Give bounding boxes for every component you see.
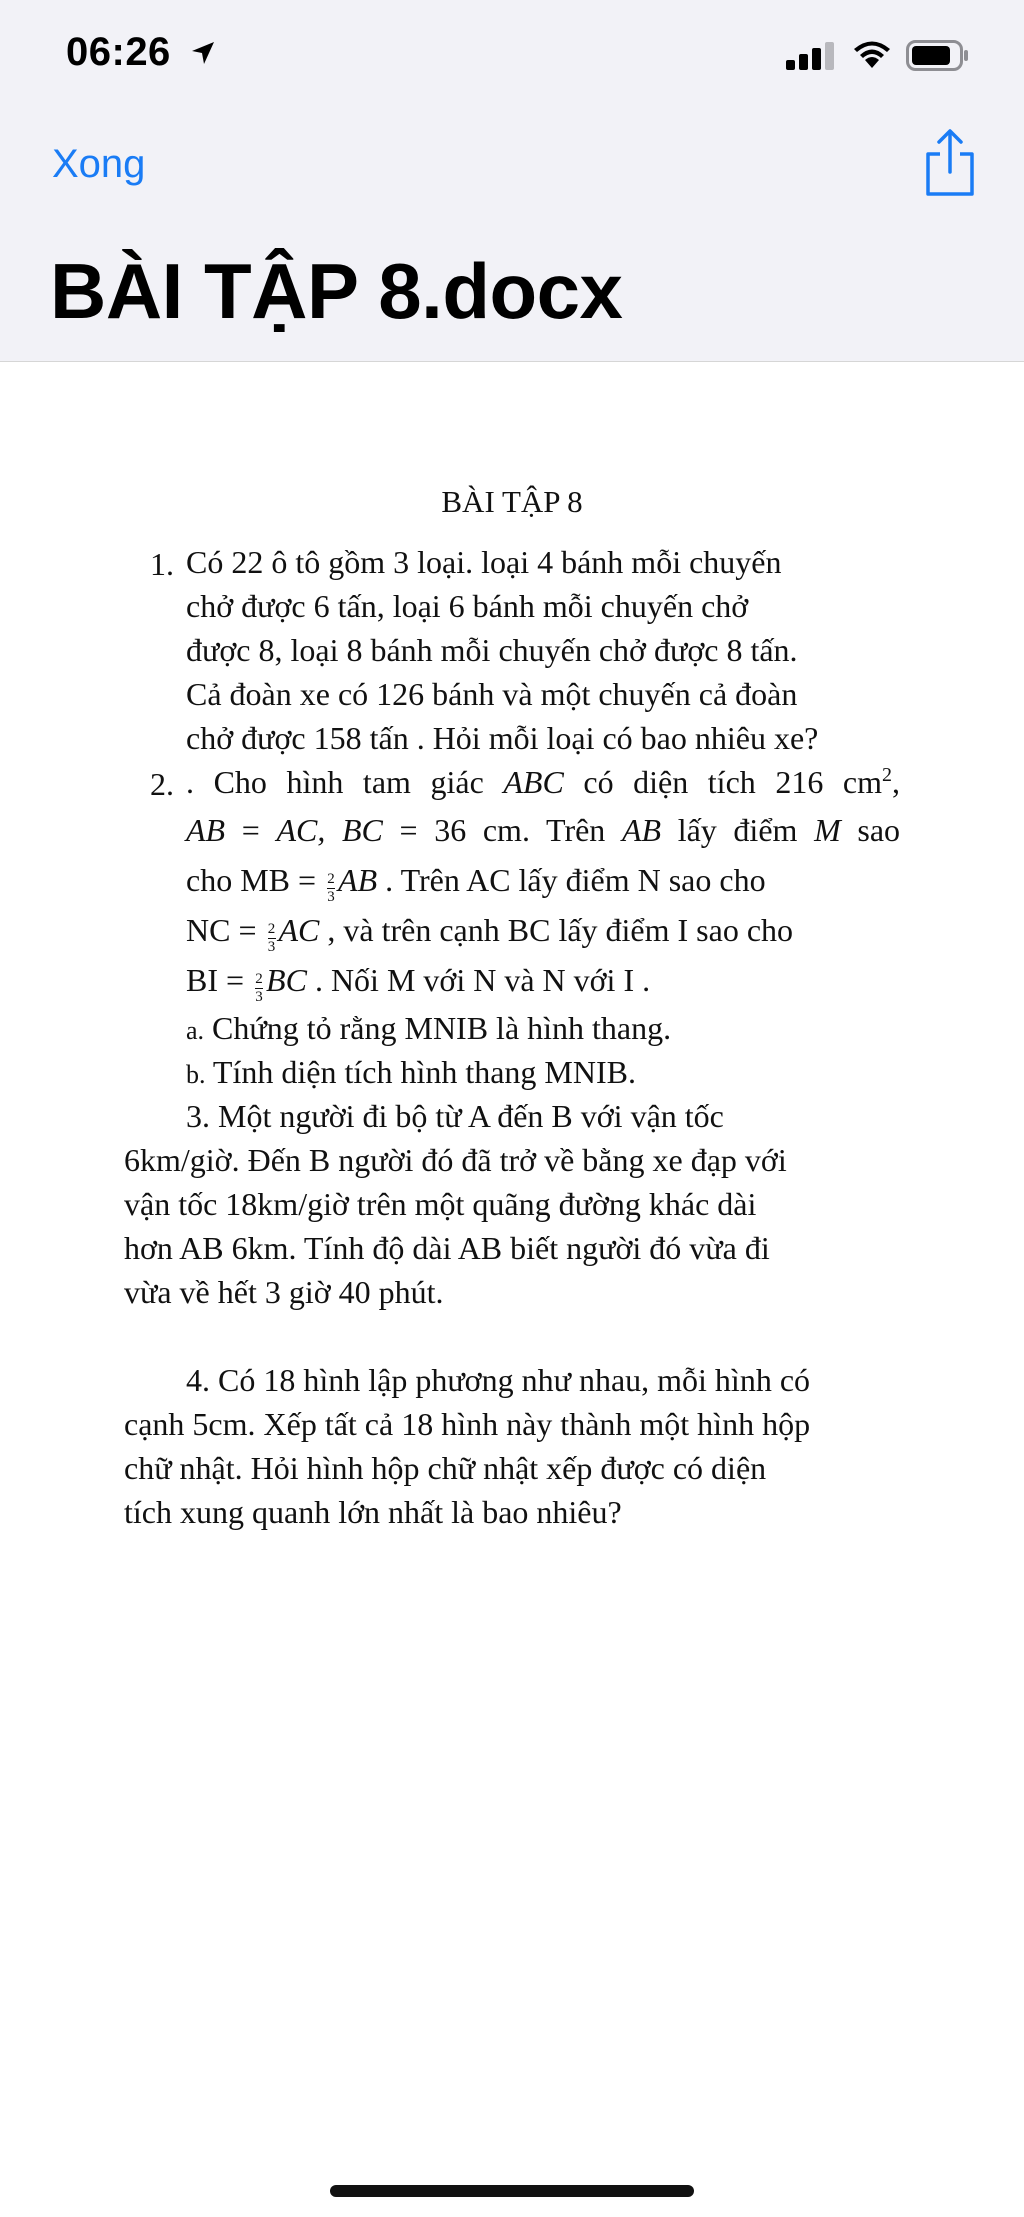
p3-line-3: vận tốc 18km/giờ trên một quãng đường khác dài [124, 1186, 757, 1222]
p2-line-2: AB = AC, BC = 36 cm. Trên AB lấy điểm M sao [186, 812, 901, 848]
p3-line-5: vừa về hết 3 giờ 40 phút. [124, 1274, 444, 1310]
share-icon[interactable] [922, 128, 978, 198]
document-heading: BÀI TẬP 8 [441, 484, 583, 519]
p3-line-1: 3. Một người đi bộ từ A đến B với vận tốc [186, 1098, 724, 1134]
done-button[interactable]: Xong [52, 142, 146, 186]
p2-line-4: NC = $\frac{2}{3}$ AC , và trên cạnh BC lấy điểm I sao cho [186, 912, 794, 955]
p1-line-3: được 8, loại 8 bánh mỗi chuyến chở được 8 tấn. [186, 632, 798, 668]
fraction-two-thirds: $\frac{2}{3}$ [327, 871, 335, 905]
battery-icon [906, 40, 970, 72]
p3-line-2: 6km/giờ. Đến B người đó đã trở về bằng xe đạp với [124, 1142, 787, 1178]
status-time: 06:26 [66, 30, 171, 74]
p2-subitem-b: b. Tính diện tích hình thang MNIB. [186, 1054, 636, 1090]
p3-line-4: hơn AB 6km. Tính độ dài AB biết người đó vừa đi [124, 1230, 770, 1266]
document-title: BÀI TẬP 8.docx [50, 247, 623, 335]
p2-line-1: . Cho hình tam giác ABC có diện tích 216 $cm^2$, [186, 764, 901, 800]
header-divider [0, 361, 1024, 362]
p1-line-1: Có 22 ô tô gồm 3 loại. loại 4 bánh mỗi chuyến [186, 544, 782, 580]
home-indicator[interactable] [330, 2185, 694, 2197]
p4-line-2: cạnh 5cm. Xếp tất cả 18 hình này thành một hình hộp [124, 1406, 811, 1442]
p2-line-5: BI = $\frac{2}{3}$ BC . Nối M với N và N với I . [186, 962, 651, 1005]
item-number-2: 2. [150, 766, 174, 802]
fraction-two-thirds: $\frac{2}{3}$ [267, 921, 276, 955]
location-arrow-icon [190, 40, 216, 66]
p1-line-4: Cả đoàn xe có 126 bánh và một chuyến cả đoàn [186, 676, 798, 712]
p4-line-4: tích xung quanh lớn nhất là bao nhiêu? [124, 1494, 622, 1530]
p2-subitem-a: a. Chứng tỏ rằng MNIB là hình thang. [186, 1010, 672, 1046]
p1-line-2: chở được 6 tấn, loại 6 bánh mỗi chuyến chở [186, 588, 749, 624]
p2-line-3: cho MB = $\frac{2}{3}$ AB . Trên AC lấy điểm N sao cho [186, 862, 766, 905]
wifi-icon [852, 38, 892, 70]
fraction-two-thirds: $\frac{2}{3}$ [255, 971, 263, 1005]
p1-line-5: chở được 158 tấn . Hỏi mỗi loại có bao nhiêu xe? [186, 720, 819, 756]
cellular-signal-icon [786, 42, 838, 70]
p4-line-3: chữ nhật. Hỏi hình hộp chữ nhật xếp được có diện [124, 1450, 767, 1486]
p4-line-1: 4. Có 18 hình lập phương như nhau, mỗi hình có [186, 1362, 811, 1398]
item-number-1: 1. [150, 546, 174, 582]
